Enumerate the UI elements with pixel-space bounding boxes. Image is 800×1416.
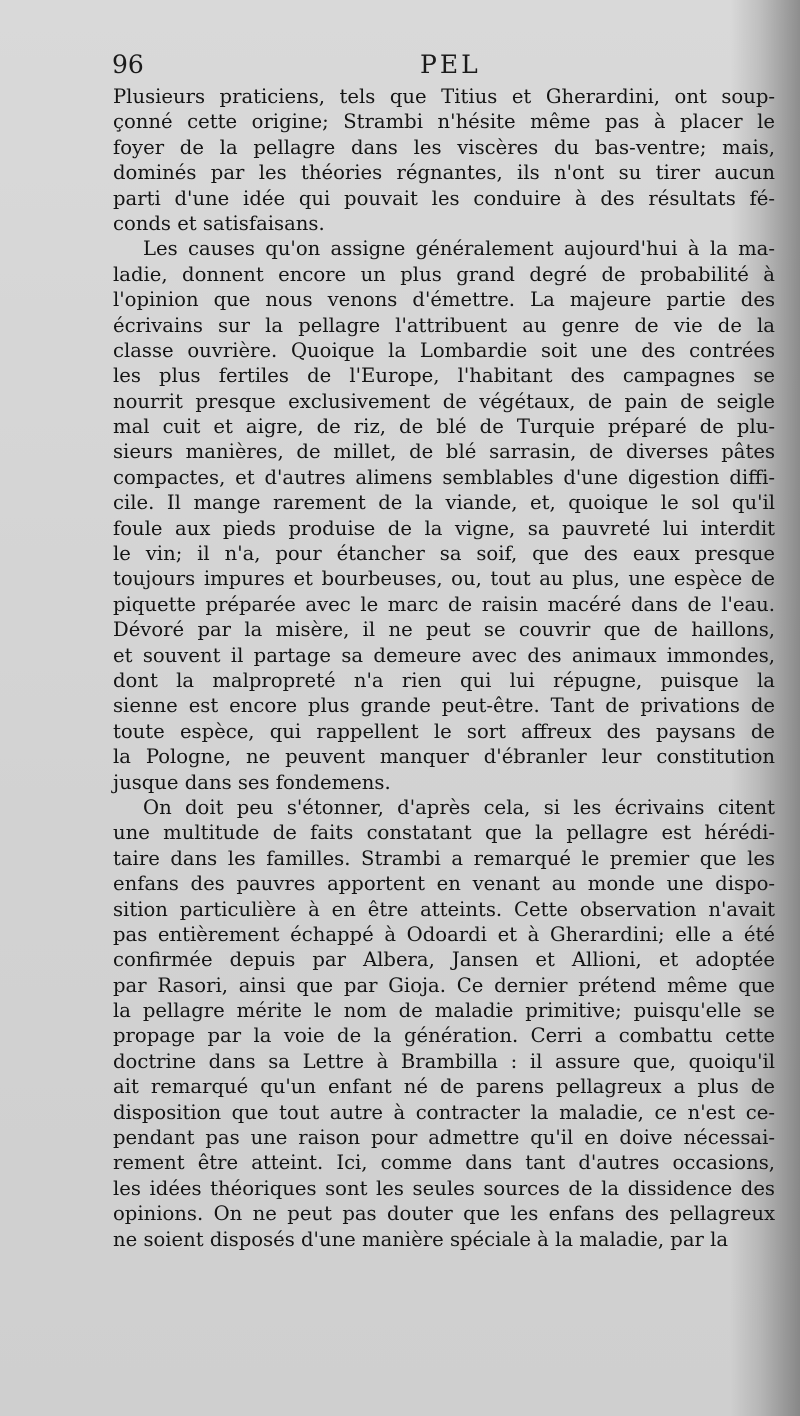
running-head: PEL <box>420 50 481 79</box>
text-line: parti d'une idée qui pouvait les conduire à des résultats fé- <box>113 186 775 210</box>
page-number: 96 <box>112 50 144 79</box>
text-line: le vin; il n'a, pour étancher sa soif, que des eaux presque <box>113 542 775 566</box>
text-line: l'opinion que nous venons d'émettre. La majeure partie des <box>113 288 775 312</box>
text-line: On doit peu s'étonner, d'après cela, si les écrivains citent <box>143 795 775 819</box>
text-line: et souvent il partage sa demeure avec des animaux immondes, <box>113 643 775 667</box>
text-line: mal cuit et aigre, de riz, de blé de Turquie préparé de plu- <box>113 415 775 439</box>
text-line: la Pologne, ne peuvent manquer d'ébranler leur constitution <box>113 745 775 769</box>
text-line: classe ouvrière. Quoique la Lombardie soit une des contrées <box>113 338 775 362</box>
text-line: disposition que tout autre à contracter la maladie, ce n'est ce- <box>113 1100 775 1124</box>
text-line: sienne est encore plus grande peut-être. Tant de privations de <box>113 694 775 718</box>
text-line: enfans des pauvres apportent en venant au monde une dispo- <box>113 872 775 896</box>
text-line: les plus fertiles de l'Europe, l'habitant des campagnes se <box>113 364 775 388</box>
text-line: ait remarqué qu'un enfant né de parens pellagreux a plus de <box>113 1075 775 1099</box>
text-line: dont la malpropreté n'a rien qui lui répugne, puisque la <box>113 668 775 692</box>
text-line: par Rasori, ainsi que par Gioja. Ce dernier prétend même que <box>113 973 775 997</box>
text-line: opinions. On ne peut pas douter que les enfans des pellagreux <box>113 1202 775 1226</box>
text-line: ladie, donnent encore un plus grand degré de probabilité à <box>113 262 775 286</box>
text-line: foyer de la pellagre dans les viscères du bas-ventre; mais, <box>113 135 775 159</box>
text-line: écrivains sur la pellagre l'attribuent au genre de vie de la <box>113 313 775 337</box>
text-line: taire dans les familles. Strambi a remarqué le premier que les <box>113 846 775 870</box>
text-line: çonné cette origine; Strambi n'hésite même pas à placer le <box>113 110 775 134</box>
text-line: dominés par les théories régnantes, ils n'ont su tirer aucun <box>113 161 775 185</box>
paragraph-2 <box>113 236 775 795</box>
text-line: ne soient disposés d'une manière spéciale à la maladie, par la <box>113 1227 729 1251</box>
text-line: jusque dans ses fondemens. <box>113 770 391 794</box>
text-line: foule aux pieds produise de la vigne, sa pauvreté lui interdit <box>113 516 775 540</box>
text-line: une multitude de faits constatant que la pellagre est hérédi- <box>113 821 775 845</box>
text-line: Les causes qu'on assigne généralement aujourd'hui à la ma- <box>143 237 775 261</box>
text-line: cile. Il mange rarement de la viande, et, quoique le sol qu'il <box>113 491 775 515</box>
text-line: toute espèce, qui rappellent le sort affreux des paysans de <box>113 719 775 743</box>
text-line: conds et satisfaisans. <box>113 211 325 235</box>
text-line: nourrit presque exclusivement de végétaux, de pain de seigle <box>113 389 775 413</box>
text-line: toujours impures et bourbeuses, ou, tout au plus, une espèce de <box>113 567 775 591</box>
text-line: sieurs manières, de millet, de blé sarrasin, de diverses pâtes <box>113 440 775 464</box>
text-line: pendant pas une raison pour admettre qu'il en doive nécessai- <box>113 1126 775 1150</box>
page-header <box>112 50 772 86</box>
text-line: sition particulière à en être atteints. Cette observation n'avait <box>113 897 775 921</box>
text-line: piquette préparée avec le marc de raisin macéré dans de l'eau. <box>113 592 775 616</box>
text-line: propage par la voie de la génération. Cerri a combattu cette <box>113 1024 775 1048</box>
text-line: Dévoré par la misère, il ne peut se couvrir que de haillons, <box>113 618 775 642</box>
text-line: doctrine dans sa Lettre à Brambilla : il assure que, quoiqu'il <box>113 1049 775 1073</box>
text-line: compactes, et d'autres alimens semblables d'une digestion diffi- <box>113 465 775 489</box>
text-line: Plusieurs praticiens, tels que Titius et Gherardini, ont soup- <box>113 85 775 108</box>
text-line: pas entièrement échappé à Odoardi et à Gherardini; elle a été <box>113 922 775 946</box>
text-line: confirmée depuis par Albera, Jansen et Allioni, et adoptée <box>113 948 775 972</box>
text-line: la pellagre mérite le nom de maladie primitive; puisqu'elle se <box>113 999 775 1023</box>
text-line: rement être atteint. Ici, comme dans tant d'autres occasions, <box>113 1151 775 1175</box>
paragraph-1 <box>113 84 775 236</box>
text-line: les idées théoriques sont les seules sources de la dissidence des <box>113 1176 775 1200</box>
paragraph-3 <box>113 795 775 1252</box>
body-text <box>113 84 775 1252</box>
